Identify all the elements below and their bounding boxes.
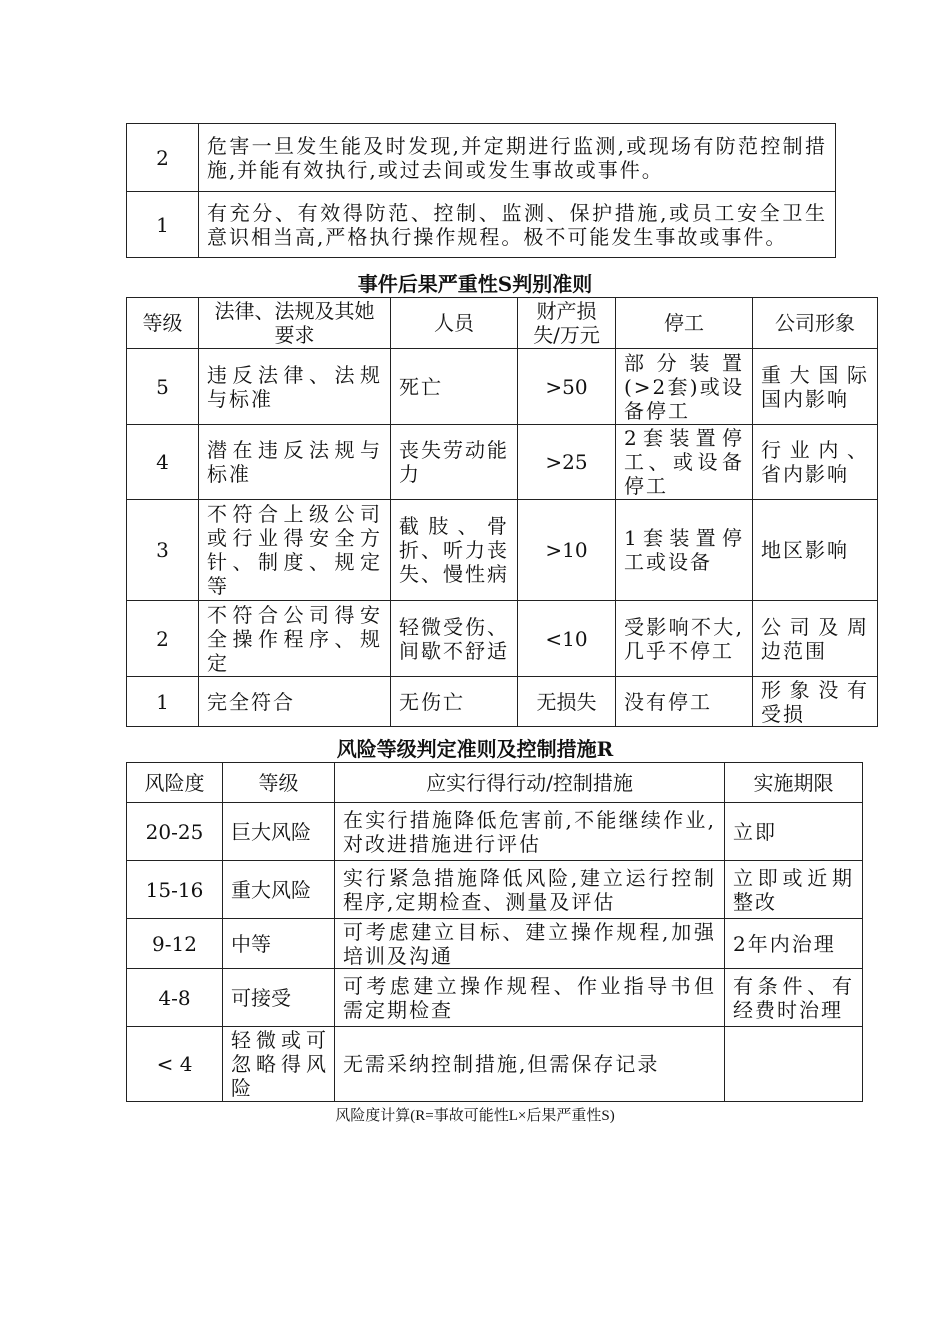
header-deadline: 实施期限	[725, 763, 863, 803]
action-cell: 实行紧急措施降低风险,建立运行控制程序,定期检查、测量及评估	[335, 861, 725, 919]
severity-table	[126, 297, 878, 727]
deadline-cell: 立即或近期整改	[725, 861, 863, 919]
property-cell: <10	[518, 601, 616, 677]
action-cell: 在实行措施降低危害前,不能继续作业,对改进措施进行评估	[335, 803, 725, 861]
risk-formula-note: 风险度计算(R=事故可能性L×后果严重性S)	[335, 1108, 615, 1124]
header-row	[127, 763, 863, 803]
header-personnel: 人员	[391, 298, 518, 349]
property-cell: >50	[518, 349, 616, 425]
property-cell: >10	[518, 500, 616, 601]
level-cell: 1	[127, 192, 199, 258]
table-row	[127, 969, 863, 1027]
table-row	[127, 192, 836, 258]
deadline-cell: 有条件、有经费时治理	[725, 969, 863, 1027]
level-cell: 2	[127, 601, 199, 677]
grade-cell: 可接受	[223, 969, 335, 1027]
level-cell: 3	[127, 500, 199, 601]
likelihood-table	[126, 123, 836, 258]
law-cell: 违反法律、法规与标准	[199, 349, 391, 425]
risk-degree-cell: 20-25	[127, 803, 223, 861]
law-cell: 完全符合	[199, 677, 391, 727]
law-cell: 潜在违反法规与标准	[199, 425, 391, 500]
risk-degree-cell: < 4	[127, 1027, 223, 1102]
table-row	[127, 919, 863, 969]
image-cell: 行业内、省内影响	[753, 425, 878, 500]
property-cell: >25	[518, 425, 616, 500]
grade-cell: 轻微或可忽略得风险	[223, 1027, 335, 1102]
table-row	[127, 803, 863, 861]
shutdown-cell: 2套装置停工、或设备停工	[616, 425, 753, 500]
description-cell: 危害一旦发生能及时发现,并定期进行监测,或现场有防范控制措施,并能有效执行,或过去间或发生事故或事件。	[199, 124, 836, 192]
shutdown-cell: 没有停工	[616, 677, 753, 727]
deadline-cell	[725, 1027, 863, 1102]
grade-cell: 巨大风险	[223, 803, 335, 861]
grade-cell: 重大风险	[223, 861, 335, 919]
image-cell: 形象没有受损	[753, 677, 878, 727]
header-level: 等级	[127, 298, 199, 349]
table-row	[127, 677, 878, 727]
level-cell: 2	[127, 124, 199, 192]
personnel-cell: 死亡	[391, 349, 518, 425]
header-law: 法律、法规及其她要求	[199, 298, 391, 349]
table-row	[127, 500, 878, 601]
law-cell: 不符合上级公司或行业得安全方针、制度、规定等	[199, 500, 391, 601]
image-cell: 重大国际国内影响	[753, 349, 878, 425]
table-row	[127, 861, 863, 919]
level-cell: 4	[127, 425, 199, 500]
header-image: 公司形象	[753, 298, 878, 349]
personnel-cell: 无伤亡	[391, 677, 518, 727]
image-cell: 公司及周边范围	[753, 601, 878, 677]
action-cell: 可考虑建立目标、建立操作规程,加强培训及沟通	[335, 919, 725, 969]
personnel-cell: 丧失劳动能力	[391, 425, 518, 500]
property-cell: 无损失	[518, 677, 616, 727]
header-action: 应实行得行动/控制措施	[335, 763, 725, 803]
header-row	[127, 298, 878, 349]
risk-table-title: 风险等级判定准则及控制措施R	[336, 737, 614, 761]
deadline-cell: 立即	[725, 803, 863, 861]
level-cell: 5	[127, 349, 199, 425]
header-grade: 等级	[223, 763, 335, 803]
shutdown-cell: 部分装置(>2套)或设备停工	[616, 349, 753, 425]
table-row	[127, 124, 836, 192]
description-cell: 有充分、有效得防范、控制、监测、保护措施,或员工安全卫生意识相当高,严格执行操作规程。极不可能发生事故或事件。	[199, 192, 836, 258]
action-cell: 可考虑建立操作规程、作业指导书但需定期检查	[335, 969, 725, 1027]
image-cell: 地区影响	[753, 500, 878, 601]
risk-degree-cell: 4-8	[127, 969, 223, 1027]
shutdown-cell: 受影响不大,几乎不停工	[616, 601, 753, 677]
personnel-cell: 截肢、骨折、听力丧失、慢性病	[391, 500, 518, 601]
table-row	[127, 349, 878, 425]
table-row	[127, 1027, 863, 1102]
law-cell: 不符合公司得安全操作程序、规定	[199, 601, 391, 677]
table-row	[127, 425, 878, 500]
risk-table	[126, 762, 863, 1102]
severity-table-title: 事件后果严重性S判别准则	[357, 272, 593, 296]
risk-degree-cell: 15-16	[127, 861, 223, 919]
level-cell: 1	[127, 677, 199, 727]
table-row	[127, 601, 878, 677]
header-shutdown: 停工	[616, 298, 753, 349]
action-cell: 无需采纳控制措施,但需保存记录	[335, 1027, 725, 1102]
personnel-cell: 轻微受伤、间歇不舒适	[391, 601, 518, 677]
shutdown-cell: 1套装置停工或设备	[616, 500, 753, 601]
risk-degree-cell: 9-12	[127, 919, 223, 969]
deadline-cell: 2年内治理	[725, 919, 863, 969]
grade-cell: 中等	[223, 919, 335, 969]
header-property: 财产损失/万元	[518, 298, 616, 349]
header-risk-degree: 风险度	[127, 763, 223, 803]
